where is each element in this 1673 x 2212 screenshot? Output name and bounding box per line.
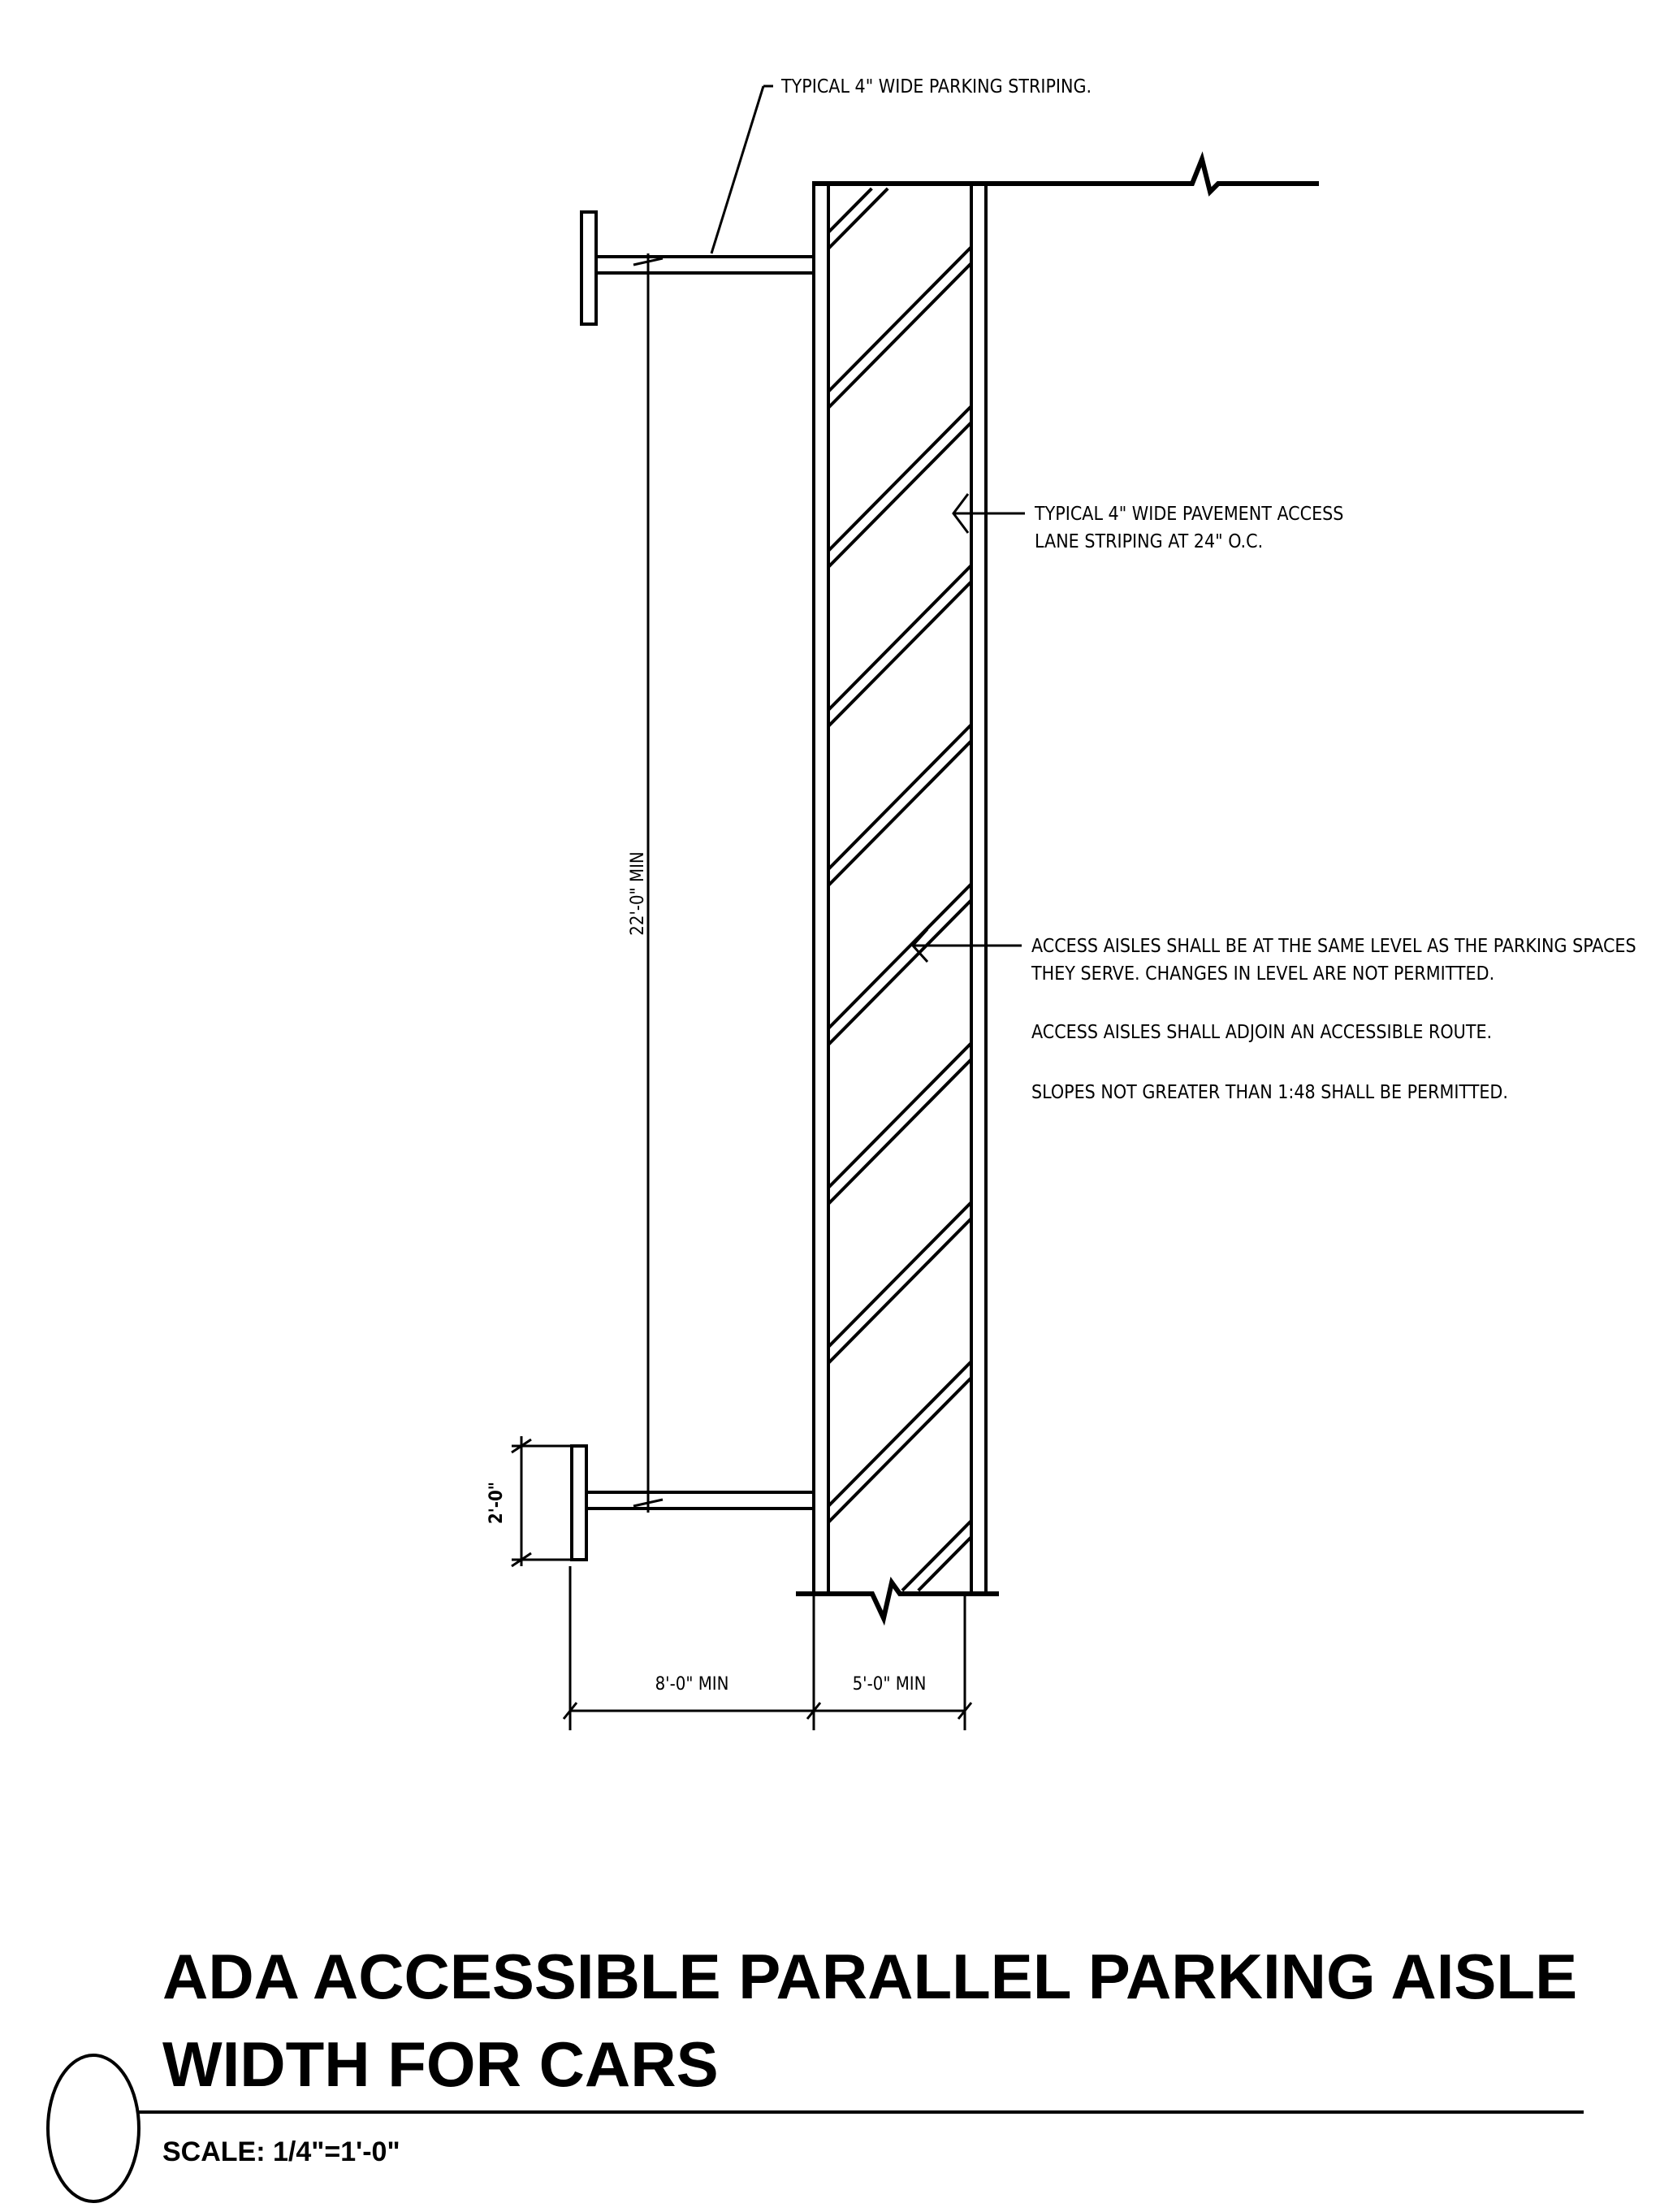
hatch-stripe [828,900,971,1045]
hatch-stripe [919,1537,971,1591]
hatch-stripe [828,884,971,1028]
hatch-stripe [828,725,971,869]
detail-circle [48,2055,139,2201]
leader-aisle-striping [953,494,1343,552]
hatch-stripe [828,1043,971,1188]
hatch-stripe [828,1378,971,1522]
title-block [48,1941,1584,2201]
hatch-stripe [902,1521,971,1591]
hatch-stripe [828,422,971,567]
note-accessible-route: ACCESS AISLES SHALL ADJOIN AN ACCESSIBLE ROUTE. [1031,1022,1493,1043]
hatch-stripe [828,188,888,249]
hatch-stripe [828,1059,971,1204]
dimension-length [628,253,663,1513]
hatch-stripe [828,1361,971,1506]
note-aisle-striping-line1: TYPICAL 4" WIDE PAVEMENT ACCESS [1035,504,1344,525]
bottom-parking-stripe [572,1446,814,1560]
hatch-stripe [828,1202,971,1347]
hatch-stripe [828,263,971,408]
top-parking-stripe [581,212,814,324]
bottom-break-line [796,1582,999,1618]
hatch-stripe [828,582,971,726]
note-aisle-striping-line2: LANE STRIPING AT 24" O.C. [1035,531,1264,552]
top-break-line [812,159,1319,192]
title-line2: WIDTH FOR CARS [162,2028,719,2100]
hatch-stripe [828,1219,971,1363]
dimension-widths [564,1566,971,1730]
dimension-length-label: 22'-0" MIN [628,851,648,936]
title-line1: ADA ACCESSIBLE PARALLEL PARKING AISLE [162,1941,1578,2012]
hatch-stripe [828,565,971,710]
access-aisle [814,184,986,1594]
dimension-aisle-width-label: 5'-0" MIN [852,1674,927,1695]
aisle-diagonal-hatching [828,188,971,1591]
note-level-line1: ACCESS AISLES SHALL BE AT THE SAME LEVEL AS THE PARKING SPACES [1031,936,1636,957]
note-parking-striping: TYPICAL 4" WIDE PARKING STRIPING. [781,76,1092,97]
scale-label: SCALE: 1/4"=1'-0" [162,2136,400,2167]
dimension-curb [486,1436,573,1566]
note-level-line2: THEY SERVE. CHANGES IN LEVEL ARE NOT PERMITTED. [1031,963,1495,985]
note-slopes: SLOPES NOT GREATER THAN 1:48 SHALL BE PERMITTED. [1031,1082,1508,1103]
leader-parking-striping [711,76,1092,253]
dimension-space-width-label: 8'-0" MIN [655,1674,729,1695]
hatch-stripe [828,247,971,392]
hatch-stripe [828,406,971,551]
leader-aisle-level [913,929,1636,1103]
dimension-curb-label: 2'-0" [486,1481,507,1525]
hatch-stripe [828,741,971,885]
